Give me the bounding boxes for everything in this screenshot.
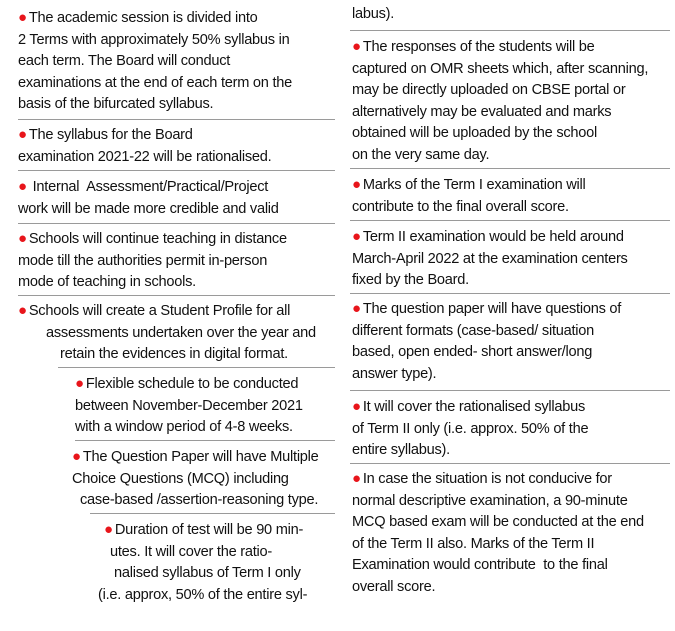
- divider: [90, 513, 335, 514]
- red-bullet-icon: ●: [352, 38, 361, 55]
- red-bullet-icon: ●: [18, 302, 27, 319]
- bullet-academic-session: ● The academic session is divided into 2 Terms with approximately 50% syllabus in each term. The Board will conduct examinations at the end of each term on the basis of the bifurcated syllabus.: [18, 9, 293, 112]
- bullet-mcq-fallback: ● In case the situation is not conducive for normal descriptive examination, a 90-minute MCQ based exam will be conducted at the end of the Term II also. Marks of the Term II Examination would contribute to the final overall score.: [352, 470, 644, 595]
- divider: [350, 168, 670, 169]
- divider: [18, 170, 335, 171]
- bullet-flexible-schedule: ● Flexible schedule to be conducted between November-December 2021 with a window period of 4-8 weeks.: [75, 375, 303, 435]
- bullet-term1-marks: ● Marks of the Term I examination will contribute to the final overall score.: [352, 176, 586, 215]
- red-bullet-icon: ●: [352, 300, 361, 317]
- divider: [350, 30, 670, 31]
- bullet-syllabus-rationalised: ● The syllabus for the Board examination 2021-22 will be rationalised.: [18, 126, 272, 165]
- bullet-student-profile: ● Schools will create a Student Profile for all assessments undertaken over the year and retain the evidences in digital format.: [18, 302, 316, 362]
- red-bullet-icon: ●: [352, 398, 361, 415]
- red-bullet-icon: ●: [352, 176, 361, 193]
- red-bullet-icon: ●: [18, 230, 27, 247]
- red-bullet-icon: ●: [18, 126, 27, 143]
- red-bullet-icon: ●: [104, 521, 113, 538]
- red-bullet-icon: ●: [352, 470, 361, 487]
- red-bullet-icon: ●: [75, 375, 84, 392]
- bullet-test-duration: ● Duration of test will be 90 min- utes. It will cover the ratio- nalised syllabus of Term I only (i.e. approx, 50% of the entire syl-: [98, 521, 308, 603]
- bullet-term2-syllabus: ● It will cover the rationalised syllabus of Term II only (i.e. approx. 50% of the entire syllabus).: [352, 398, 589, 458]
- continued-text: labus).: [352, 6, 395, 22]
- red-bullet-icon: ●: [352, 228, 361, 245]
- bullet-term2-exam: ● Term II examination would be held around March-April 2022 at the examination centers fixed by the Board.: [352, 228, 628, 288]
- bullet-distance-teaching: ● Schools will continue teaching in distance mode till the authorities permit in-person mode of teaching in schools.: [18, 230, 287, 290]
- divider: [18, 119, 335, 120]
- divider: [350, 463, 670, 464]
- red-bullet-icon: ●: [18, 178, 27, 195]
- divider: [350, 220, 670, 221]
- bullet-mcq-paper: ● The Question Paper will have Multiple Choice Questions (MCQ) including case-based /assertion-reasoning type.: [72, 448, 319, 508]
- divider: [58, 367, 335, 368]
- bullet-omr-sheets: ● The responses of the students will be captured on OMR sheets which, after scanning, may be directly uploaded on CBSE portal or alternatively may be evaluated and marks obtained will be uploaded by the school on the very same day.: [352, 38, 649, 163]
- bullet-question-formats: ● The question paper will have questions of different formats (case-based/ situation based, open ended- short answer/long answer type).: [352, 300, 622, 382]
- red-bullet-icon: ●: [18, 9, 27, 26]
- red-bullet-icon: ●: [72, 448, 81, 465]
- divider: [18, 223, 335, 224]
- divider: [350, 390, 670, 391]
- bullet-internal-assessment: ● Internal Assessment/Practical/Project work will be made more credible and valid: [18, 178, 279, 217]
- divider: [18, 295, 335, 296]
- divider: [350, 293, 670, 294]
- divider: [75, 440, 335, 441]
